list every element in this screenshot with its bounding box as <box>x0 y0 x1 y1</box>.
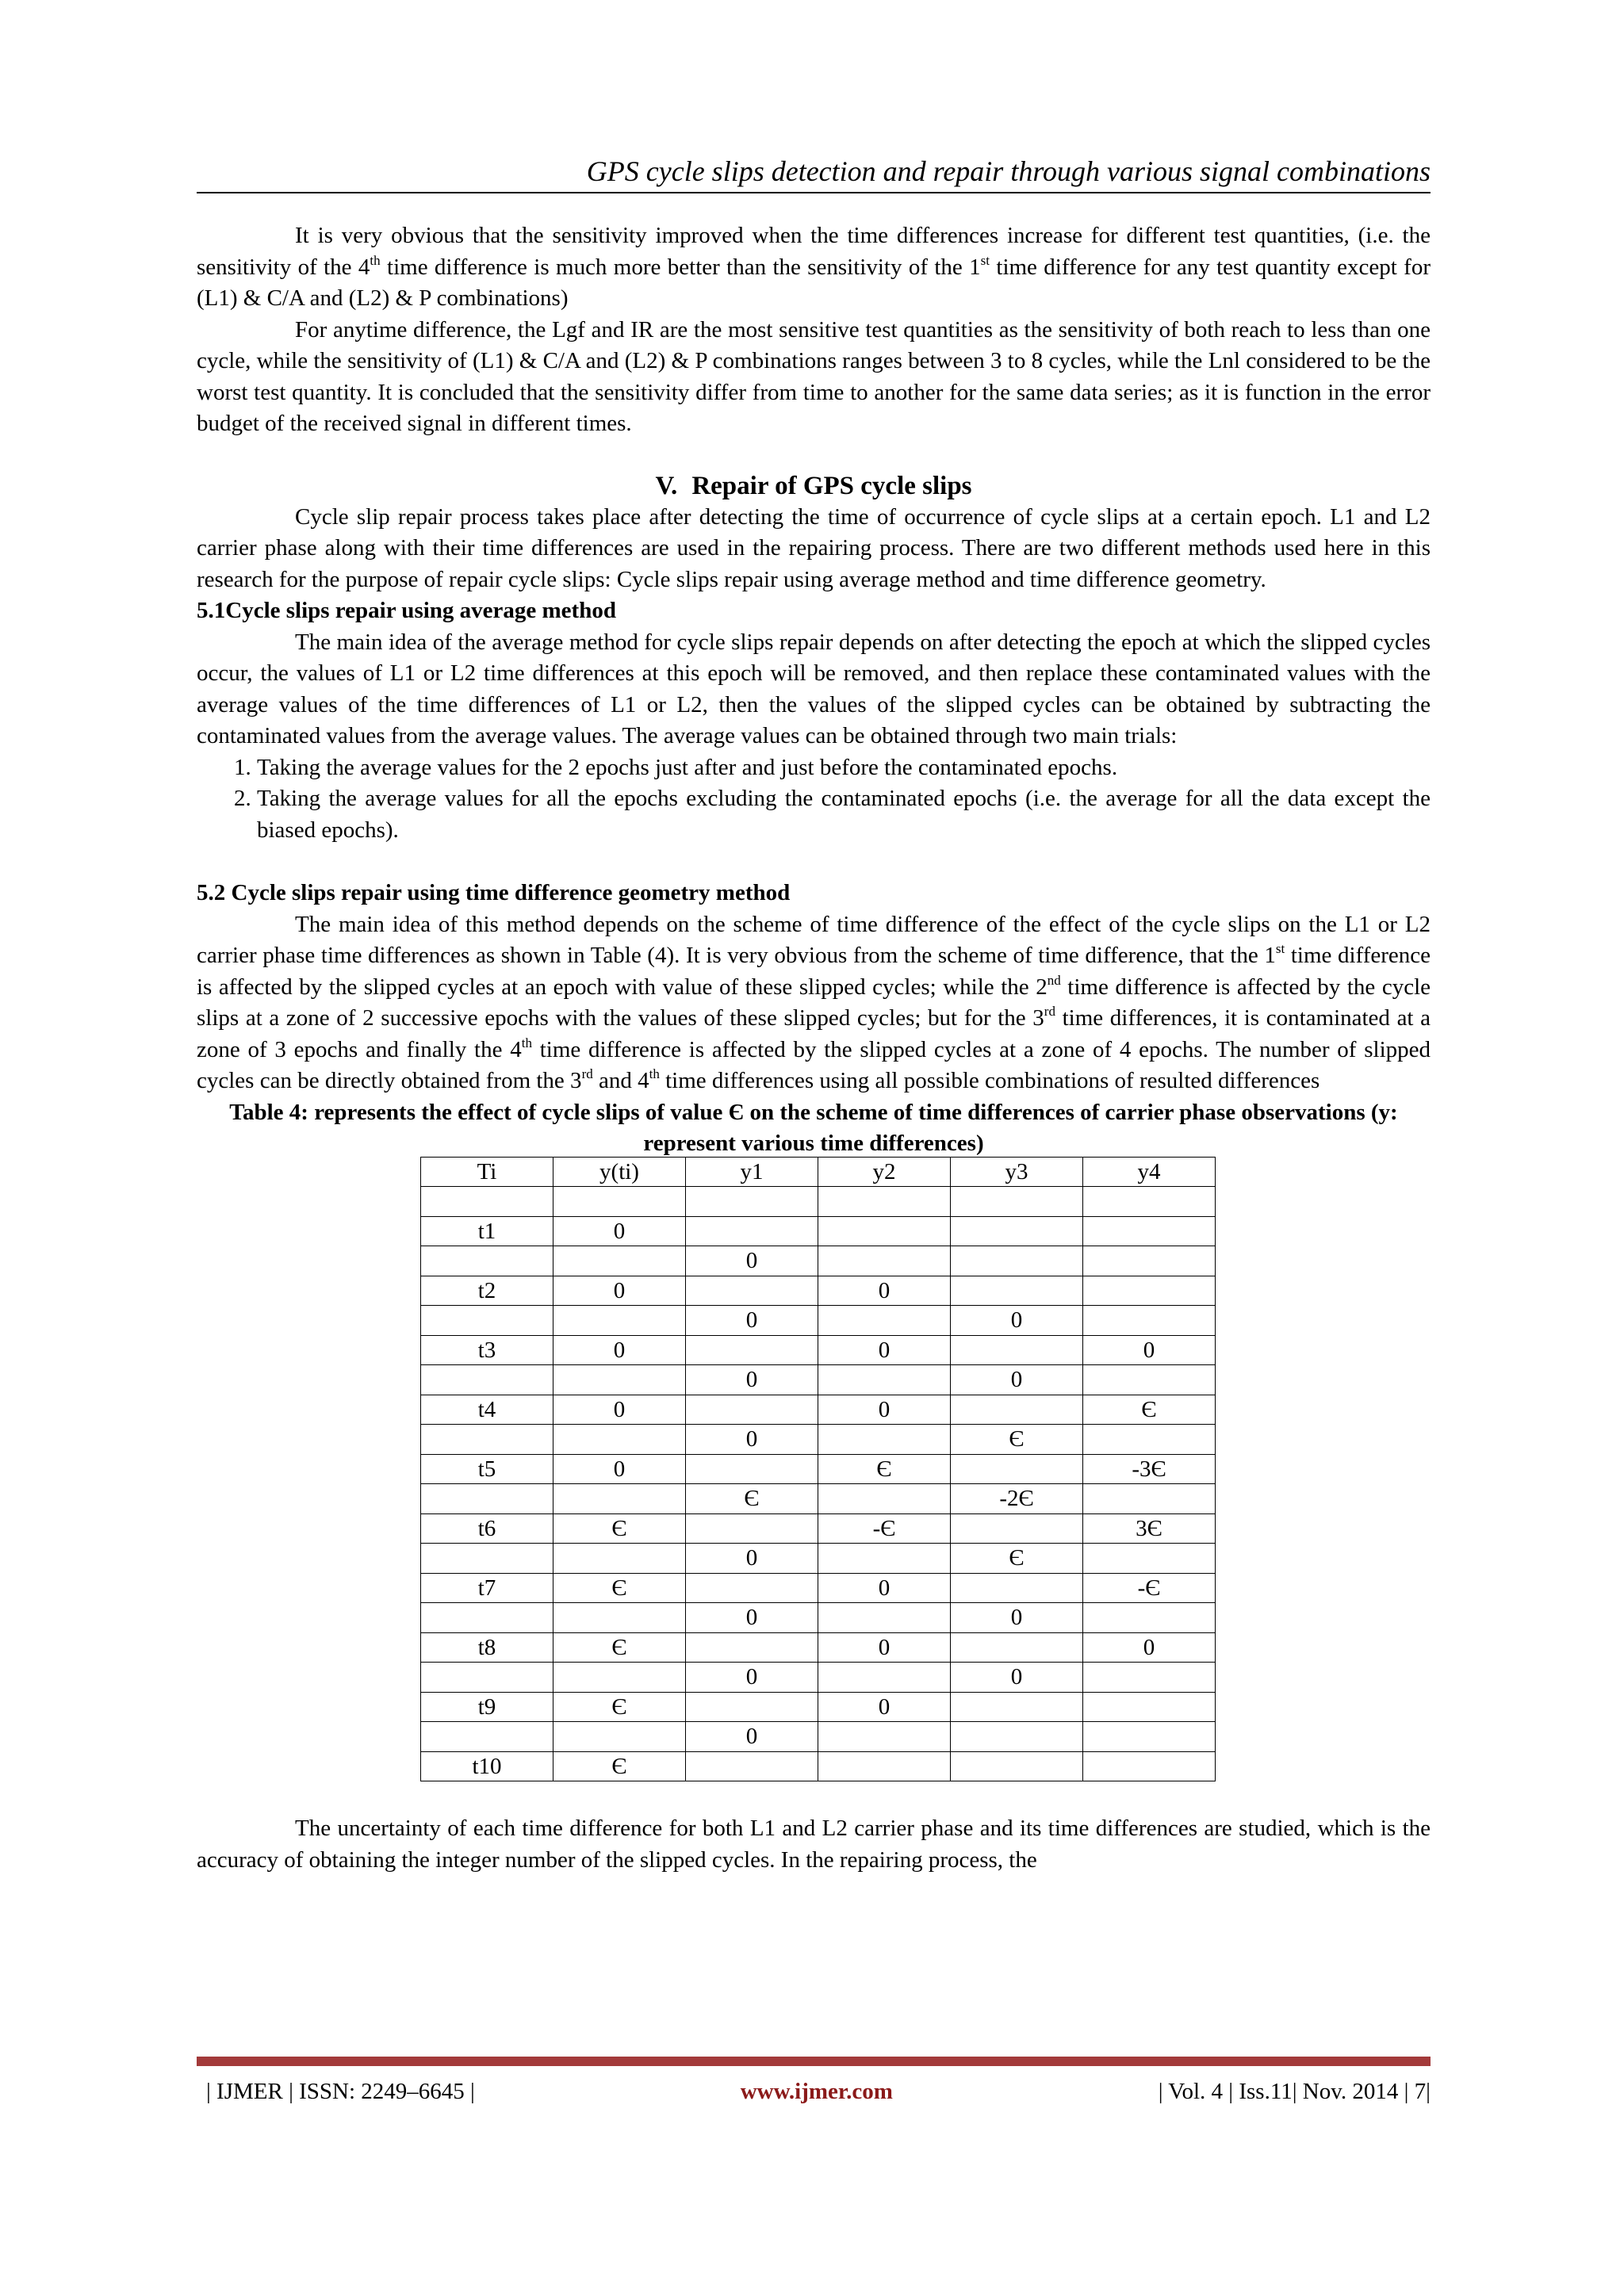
table-cell: 0 <box>818 1692 951 1722</box>
table-cell: Є <box>1083 1395 1216 1425</box>
table-row <box>421 1484 1216 1514</box>
table-cell <box>553 1365 686 1395</box>
table-cell: t7 <box>421 1573 553 1603</box>
table-cell <box>951 1513 1083 1544</box>
column-header: y3 <box>951 1157 1083 1187</box>
table-cell: 0 <box>686 1663 818 1693</box>
table-cell <box>951 1632 1083 1663</box>
table-cell <box>951 1276 1083 1306</box>
footer-rule <box>197 2057 1431 2066</box>
table-cell <box>951 1246 1083 1276</box>
table-cell: 0 <box>553 1216 686 1246</box>
table-row <box>421 1573 1216 1603</box>
footer-volume: | Vol. 4 | Iss.11| Nov. 2014 | 7| <box>1158 2079 1431 2104</box>
table-cell: Є <box>951 1544 1083 1574</box>
column-header: y4 <box>1083 1157 1216 1187</box>
table-cell <box>686 1216 818 1246</box>
table-cell <box>421 1425 553 1455</box>
table-cell: 0 <box>818 1632 951 1663</box>
table-cell <box>421 1603 553 1633</box>
table-cell <box>1083 1484 1216 1514</box>
table-cell <box>951 1454 1083 1484</box>
table-cell: t4 <box>421 1395 553 1425</box>
table-cell <box>951 1573 1083 1603</box>
table-cell <box>1083 1216 1216 1246</box>
table-cell <box>1083 1692 1216 1722</box>
table-cell <box>686 1395 818 1425</box>
table-cell <box>1083 1722 1216 1752</box>
table-cell <box>686 1454 818 1484</box>
section-paragraph: Cycle slip repair process takes place after detecting the time of occurrence of cycle slips at a certain epoch. L1 and L2 carrier phase along with their time differences are used in the repairing process. There are two different methods used here in this research for the purpose of repair cycle slips: Cycle slips repair using average method and time difference geometry. <box>197 503 1431 592</box>
table-cell <box>818 1365 951 1395</box>
intro-paragraph-1: It is very obvious that the sensitivity improved when the time differences increase for different test quantities, (i.e. the sensitivity of the 4th time difference is much more better than the sensitivity of the 1st time difference for any test quantity except for (L1) & C/A and (L2) & P combinations) <box>197 223 1431 311</box>
table-header-row <box>421 1157 1216 1187</box>
table-cell <box>818 1484 951 1514</box>
table-cell <box>421 1365 553 1395</box>
table-cell: 0 <box>1083 1335 1216 1365</box>
table-cell: 0 <box>818 1395 951 1425</box>
table-cell: Є <box>553 1573 686 1603</box>
table-cell: 0 <box>553 1276 686 1306</box>
table-row <box>421 1513 1216 1544</box>
table-cell: Є <box>553 1751 686 1781</box>
table-cell: 0 <box>818 1276 951 1306</box>
table-cell <box>951 1692 1083 1722</box>
table-cell <box>818 1722 951 1752</box>
subsection-heading-5-1: 5.1Cycle slips repair using average method <box>197 598 616 623</box>
table-cell <box>951 1395 1083 1425</box>
running-title: GPS cycle slips detection and repair through various signal combinations <box>586 155 1431 187</box>
table-cell: 0 <box>686 1722 818 1752</box>
table-row <box>421 1722 1216 1752</box>
table-cell <box>421 1722 553 1752</box>
table-cell: 0 <box>951 1365 1083 1395</box>
footer-journal: | IJMER | ISSN: 2249–6645 | <box>206 2079 475 2104</box>
subsection-heading-5-2: 5.2 Cycle slips repair using time difference geometry method <box>197 880 791 905</box>
footer-link[interactable]: www.ijmer.com <box>740 2079 893 2104</box>
table-cell: -3Є <box>1083 1454 1216 1484</box>
table-cell <box>553 1246 686 1276</box>
table-cell <box>686 1573 818 1603</box>
table-cell <box>553 1663 686 1693</box>
table-cell: 0 <box>686 1365 818 1395</box>
list-item: 2. Taking the average values for all the epochs excluding the contaminated epochs (i.e. the average for all the data except the biased epochs). <box>257 783 1431 846</box>
table-cell <box>818 1544 951 1574</box>
table-cell: 0 <box>951 1306 1083 1336</box>
table-row <box>421 1603 1216 1633</box>
table-cell <box>818 1425 951 1455</box>
table-cell <box>951 1335 1083 1365</box>
section-heading: V. Repair of GPS cycle slips <box>655 471 972 500</box>
table-cell: t9 <box>421 1692 553 1722</box>
table-cell: t2 <box>421 1276 553 1306</box>
table-cell <box>686 1692 818 1722</box>
table-row <box>421 1335 1216 1365</box>
table-cell <box>553 1544 686 1574</box>
table-cell: Є <box>553 1632 686 1663</box>
table-cell: 0 <box>553 1395 686 1425</box>
table-cell <box>1083 1751 1216 1781</box>
table-cell <box>951 1187 1083 1217</box>
table-cell <box>1083 1365 1216 1395</box>
table-cell <box>1083 1246 1216 1276</box>
table-cell <box>686 1276 818 1306</box>
table-cell <box>421 1306 553 1336</box>
table-cell <box>818 1663 951 1693</box>
table-cell <box>553 1306 686 1336</box>
table-row <box>421 1454 1216 1484</box>
table-cell <box>553 1722 686 1752</box>
table-cell <box>1083 1306 1216 1336</box>
column-header: y1 <box>686 1157 818 1187</box>
intro-paragraph-2: For anytime difference, the Lgf and IR are the most sensitive test quantities as the sensitivity of both reach to less than one cycle, while the sensitivity of (L1) & C/A and (L2) & P combinations ranges between 3 to 8 cycles, while the Lnl considered to be the worst test quantity. It is concluded that the sensitivity differ from time to another for the same data series; as it is function in the error budget of the received signal in different times. <box>197 316 1431 436</box>
table-cell: -2Є <box>951 1484 1083 1514</box>
table-cell <box>686 1335 818 1365</box>
table-cell: Є <box>553 1692 686 1722</box>
table-cell: 0 <box>818 1573 951 1603</box>
table-cell <box>553 1187 686 1217</box>
table-cell: 0 <box>818 1335 951 1365</box>
table-cell: 0 <box>686 1306 818 1336</box>
table-cell: 0 <box>553 1454 686 1484</box>
table-cell: Є <box>553 1513 686 1544</box>
table-cell <box>553 1603 686 1633</box>
table-cell: t3 <box>421 1335 553 1365</box>
table-cell <box>686 1187 818 1217</box>
table-cell: t6 <box>421 1513 553 1544</box>
table-row <box>421 1751 1216 1781</box>
subsection-paragraph-5-2: The main idea of this method depends on the scheme of time difference of the effect of the cycle slips on the L1 or L2 carrier phase time differences as shown in Table (4). It is very obvious from the scheme of time difference, that the 1st time difference is affected by the slipped cycles at an epoch with value of these slipped cycles; while the 2nd time difference is affected by the cycle slips at a zone of 2 successive epochs with the values of these slipped cycles; but for the 3rd time differences, it is contaminated at a zone of 3 epochs and finally the 4th time difference is affected by the slipped cycles at a zone of 4 epochs. The number of slipped cycles can be directly obtained from the 3rd and 4th time differences using all possible combinations of resulted differences <box>197 911 1431 1093</box>
table-cell: Є <box>951 1425 1083 1455</box>
table-row <box>421 1306 1216 1336</box>
table-cell <box>1083 1187 1216 1217</box>
table-cell <box>951 1722 1083 1752</box>
table-cell: Є <box>686 1484 818 1514</box>
table-row <box>421 1692 1216 1722</box>
table-cell: -Є <box>818 1513 951 1544</box>
table-cell <box>421 1544 553 1574</box>
table-caption: Table 4: represents the effect of cycle slips of value Є on the scheme of time differences of carrier phase observations (y: represent various time differences) <box>229 1099 1398 1156</box>
table-cell <box>1083 1663 1216 1693</box>
table-cell <box>1083 1544 1216 1574</box>
table-cell: 0 <box>1083 1632 1216 1663</box>
time-difference-table <box>420 1157 1216 1782</box>
table-row <box>421 1395 1216 1425</box>
table-row <box>421 1663 1216 1693</box>
table-cell: 0 <box>686 1544 818 1574</box>
table-cell: Є <box>818 1454 951 1484</box>
table-cell: t1 <box>421 1216 553 1246</box>
table-row <box>421 1425 1216 1455</box>
closing-paragraph: The uncertainty of each time difference for both L1 and L2 carrier phase and its time differences are studied, which is the accuracy of obtaining the integer number of the slipped cycles. In the repairing process, the <box>197 1816 1431 1873</box>
table-cell <box>818 1216 951 1246</box>
table-cell <box>686 1513 818 1544</box>
header-rule <box>197 192 1431 193</box>
table-cell <box>421 1187 553 1217</box>
footer <box>206 2077 1431 2106</box>
column-header: Ti <box>421 1157 553 1187</box>
table-row <box>421 1246 1216 1276</box>
table-cell: t8 <box>421 1632 553 1663</box>
table-cell: t5 <box>421 1454 553 1484</box>
table-cell: -Є <box>1083 1573 1216 1603</box>
table-cell <box>818 1246 951 1276</box>
table-cell: 0 <box>686 1246 818 1276</box>
table-cell <box>421 1663 553 1693</box>
subsection-paragraph-5-1: The main idea of the average method for cycle slips repair depends on after detecting the epoch at which the slipped cycles occur, the values of L1 or L2 time differences at this epoch will be removed, and then replace these contaminated values with the average values of the time differences of L1 or L2, then the values of the slipped cycles can be obtained by subtracting the contaminated values from the average values. The average values can be obtained through two main trials: <box>197 629 1431 748</box>
table-cell <box>1083 1425 1216 1455</box>
table-cell <box>818 1751 951 1781</box>
table-cell <box>686 1751 818 1781</box>
table-cell <box>553 1484 686 1514</box>
table-cell <box>951 1216 1083 1246</box>
table-cell: t10 <box>421 1751 553 1781</box>
column-header: y2 <box>818 1157 951 1187</box>
table-cell <box>951 1751 1083 1781</box>
trial-list <box>197 752 1431 847</box>
table-row <box>421 1632 1216 1663</box>
list-item: 1. Taking the average values for the 2 epochs just after and just before the contaminated epochs. <box>257 752 1431 784</box>
table-cell: 0 <box>686 1603 818 1633</box>
table-row <box>421 1544 1216 1574</box>
table-cell: 0 <box>951 1663 1083 1693</box>
table-cell <box>686 1632 818 1663</box>
table-cell <box>1083 1276 1216 1306</box>
table-cell <box>421 1246 553 1276</box>
table-cell <box>421 1484 553 1514</box>
table-cell <box>818 1603 951 1633</box>
table-row <box>421 1216 1216 1246</box>
table-row <box>421 1187 1216 1217</box>
table-row <box>421 1276 1216 1306</box>
table-cell: 0 <box>686 1425 818 1455</box>
table-cell <box>818 1187 951 1217</box>
table-cell <box>553 1425 686 1455</box>
table-cell: 0 <box>951 1603 1083 1633</box>
table-cell <box>818 1306 951 1336</box>
table-cell: 0 <box>553 1335 686 1365</box>
column-header: y(ti) <box>553 1157 686 1187</box>
table-row <box>421 1365 1216 1395</box>
body-text <box>197 220 1431 1876</box>
table-cell <box>1083 1603 1216 1633</box>
table-cell: 3Є <box>1083 1513 1216 1544</box>
